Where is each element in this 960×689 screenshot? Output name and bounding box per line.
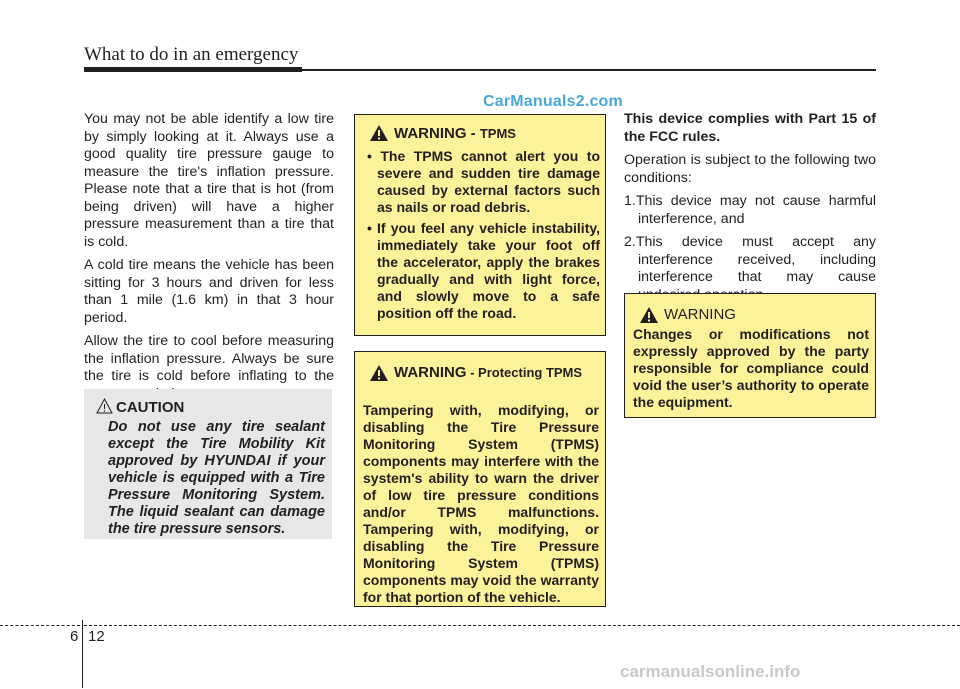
footer-divider bbox=[84, 625, 960, 626]
left-column bbox=[84, 111, 334, 409]
warning-box-tpms bbox=[354, 114, 606, 336]
warning-triangle-icon bbox=[639, 306, 659, 324]
warning-box-protecting-tpms bbox=[354, 351, 606, 607]
list-item: 2.This device must accept any interference received, including interference that may cause bbox=[624, 234, 876, 285]
warning-box-fcc bbox=[624, 293, 876, 418]
warning-subtitle: TPMS bbox=[479, 126, 516, 141]
list-item-text: The TPMS cannot alert you to severe and sudden tire damage caused by external factors such as nails or road debris. bbox=[377, 148, 600, 215]
chapter-number: 6 bbox=[70, 628, 79, 645]
list-item: • The TPMS cannot alert you to severe and sudden tire damage caused by external factors such as nails or road debris. bbox=[367, 148, 600, 215]
right-column bbox=[624, 111, 876, 310]
header-title: What to do in an emergency bbox=[84, 44, 299, 65]
caution-triangle-icon bbox=[96, 398, 113, 414]
warning-title bbox=[394, 364, 594, 381]
caution-text: Do not use any tire sealant except the Tire Mobility Kit approved by HYUNDAI if your vehicle is equipped with a Tire Pressure Monitoring System. The liquid sealant can damage the tire pressure sensors. bbox=[108, 419, 325, 537]
warning-text: Changes or modifications not expressly approved by the party responsible for compliance could void the user’s authority to operate the equipment. bbox=[633, 326, 869, 410]
watermark-top[interactable]: CarManuals2.com bbox=[483, 93, 623, 110]
page-number: 12 bbox=[88, 628, 105, 645]
list-item-text: If you feel any vehicle instability, immediately take your foot off the accelerator, apply the brakes gradually and with light force, and slowly move to a safe position off the road. bbox=[377, 220, 600, 321]
paragraph: Operation is subject to the following two conditions: bbox=[624, 152, 876, 186]
caution-box bbox=[84, 389, 332, 539]
caution-title: CAUTION bbox=[116, 399, 185, 416]
page-separator bbox=[82, 620, 83, 688]
fcc-statement: This device complies with Part 15 of the FCC rules. bbox=[624, 111, 876, 145]
warning-label: WARNING bbox=[394, 364, 467, 381]
warning-subtitle: - Protecting TPMS bbox=[466, 365, 583, 380]
paragraph: A cold tire means the vehicle has been sitting for 3 hours and driven for less than 1 mile (1.6 km) in that 3 hour period. bbox=[84, 257, 334, 326]
warning-label: WARNING - bbox=[394, 125, 480, 142]
warning-triangle-icon bbox=[369, 364, 389, 382]
watermark-bottom[interactable]: carmanualsonline.info bbox=[620, 662, 801, 681]
warning-text: Tampering with, modifying, or disabling the Tire Pressure Monitoring System (TPMS) components may interfere with the system's ability to warn the driver of low tire pressure conditions and/or TPMS malfunctions. Tampering with, modifying, or disabling the Tire Pressure Monitoring System (TPMS) components may void the warranty for that portion of the vehicle. bbox=[363, 402, 599, 605]
paragraph: Allow the tire to cool before measuring the inflation pressure. Always be sure the tire is cold before inflating to the bbox=[84, 333, 334, 384]
header-rule bbox=[84, 67, 876, 72]
warning-title: WARNING bbox=[664, 306, 736, 323]
paragraph: You may not be able identify a low tire by simply looking at it. Always use a good quality tire pressure gauge to measure the tire's inflation pressure. Please note that a tire that is hot (from being driven) will have a higher pressure measurement than a tire that is cold. bbox=[84, 111, 334, 250]
list-item: 1.This device may not cause harmful interference, and bbox=[624, 193, 876, 227]
warning-triangle-icon bbox=[369, 124, 389, 142]
warning-list bbox=[365, 148, 600, 326]
footer-divider bbox=[0, 625, 80, 626]
list-item: • If you feel any vehicle instability, immediately take your foot off the accelerator, apply the brakes gradually and with light force, and slowly move to a safe position off the road. bbox=[367, 220, 600, 321]
warning-title bbox=[394, 125, 516, 142]
